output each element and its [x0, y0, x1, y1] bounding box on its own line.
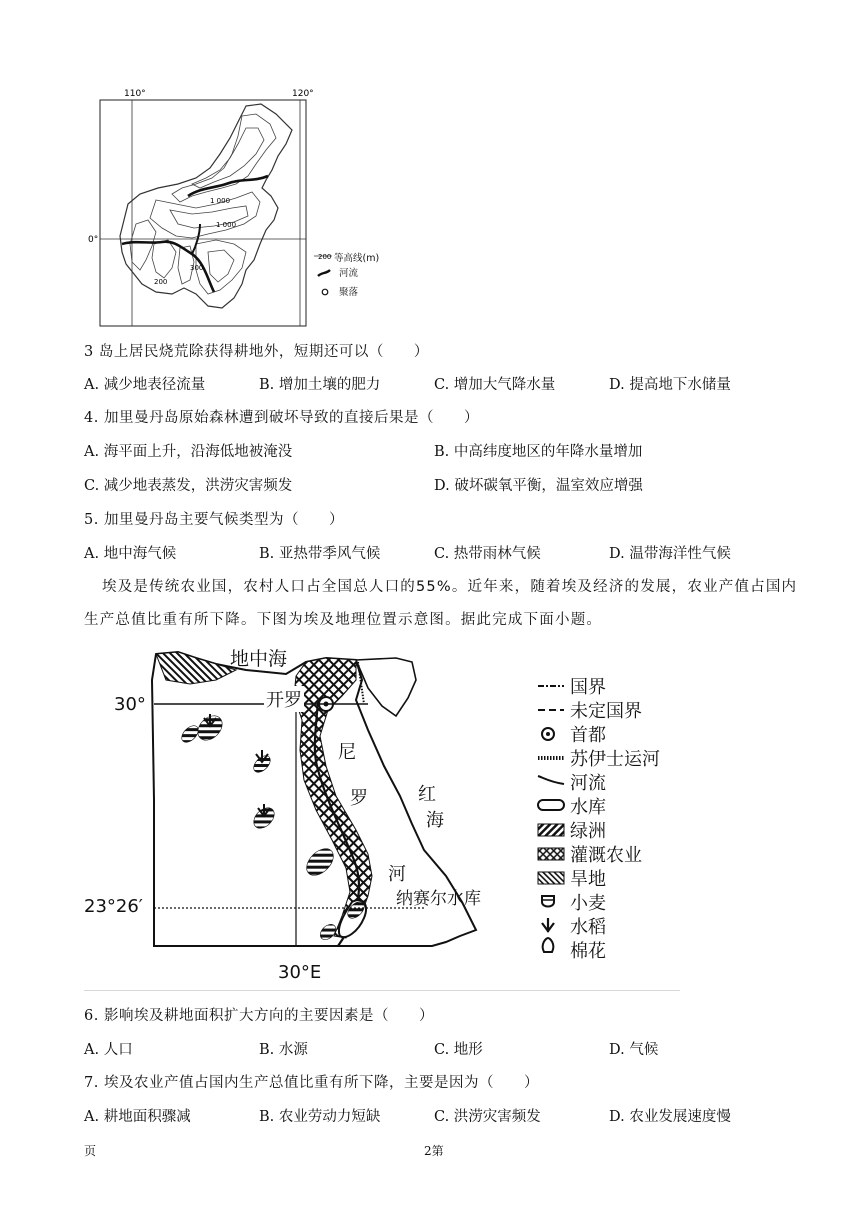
legend-label: 首都: [570, 725, 606, 746]
footer-left: 页: [84, 1144, 97, 1158]
q5-option-b[interactable]: B. 亚热带季风气候: [259, 546, 381, 562]
reservoir-icon: [538, 800, 564, 810]
egypt-legend-labels: [570, 676, 660, 964]
label-mediterranean: 地中海: [230, 648, 288, 670]
q3-option-d[interactable]: D. 提高地下水储量: [609, 377, 731, 393]
legend-contour-label: 等高线(m): [334, 253, 380, 264]
legend-label: 未定国界: [570, 701, 642, 722]
label-nile-3: 河: [388, 864, 406, 885]
label-cairo: 开罗: [264, 686, 304, 712]
label-nasser-reservoir: 纳赛尔水库: [396, 889, 481, 909]
legend-settlement-label: 聚落: [339, 287, 359, 298]
legend-label: 旱地: [570, 869, 606, 890]
q4-option-c[interactable]: C. 减少地表蒸发，洪涝灾害频发: [84, 478, 293, 494]
settlement-icon: [322, 289, 328, 295]
rice-icon: [542, 918, 554, 932]
legend-label: 河流: [570, 773, 606, 794]
label-nile-1: 尼: [338, 742, 356, 763]
question-3-stem: 3 岛上居民烧荒除获得耕地外，短期还可以（ ）: [84, 344, 429, 360]
divider: [84, 990, 680, 991]
passage-line-1: 埃及是传统农业国，农村人口占全国总人口的55%。近年来，随着埃及经济的发展，农业产值占国内: [102, 579, 798, 595]
question-6-stem: 6. 影响埃及耕地面积扩大方向的主要因素是（ ）: [84, 1008, 434, 1024]
question-5-stem: 5. 加里曼丹岛主要气候类型为（ ）: [84, 512, 344, 528]
q6-option-d[interactable]: D. 气候: [609, 1042, 659, 1058]
q5-option-a[interactable]: A. 地中海气候: [84, 546, 177, 562]
q5-option-c[interactable]: C. 热带雨林气候: [434, 546, 541, 562]
question-7-stem: 7. 埃及农业产值占国内生产总值比重有所下降，主要是因为（ ）: [84, 1075, 539, 1091]
q3-option-a[interactable]: A. 减少地表径流量: [84, 377, 206, 393]
q3-option-b[interactable]: B. 增加土壤的肥力: [259, 377, 381, 393]
lat-label-0: 0°: [88, 235, 99, 245]
kalimantan-contour-map: [88, 84, 336, 329]
q7-option-c[interactable]: C. 洪涝灾害频发: [434, 1109, 541, 1125]
legend-label: 棉花: [570, 941, 606, 962]
contour-label: 300: [190, 264, 204, 272]
q6-option-a[interactable]: A. 人口: [84, 1042, 133, 1058]
river-icon: [318, 270, 330, 276]
legend-label: 苏伊士运河: [570, 749, 660, 770]
q7-option-b[interactable]: B. 农业劳动力短缺: [259, 1109, 381, 1125]
q7-option-a[interactable]: A. 耕地面积骤减: [84, 1109, 191, 1125]
legend-label: 国界: [570, 677, 606, 698]
label-red-sea-2: 海: [426, 810, 444, 831]
legend-label: 小麦: [570, 893, 606, 914]
q6-option-b[interactable]: B. 水源: [259, 1042, 308, 1058]
q6-option-c[interactable]: C. 地形: [434, 1042, 483, 1058]
egypt-legend-icons: [536, 674, 570, 964]
map1-legend-icons: [316, 262, 336, 324]
wheat-icon: [542, 896, 554, 907]
q3-option-c[interactable]: C. 增加大气降水量: [434, 377, 556, 393]
cotton-icon: [543, 938, 554, 952]
legend-label: 灌溉农业: [570, 845, 642, 866]
contour-label: 1 000: [216, 221, 237, 229]
label-red-sea-1: 红: [418, 784, 436, 805]
legend-label: 水库: [570, 797, 606, 818]
legend-label: 水稻: [570, 917, 606, 938]
contour-sample-value: 200: [318, 253, 332, 261]
q7-option-d[interactable]: D. 农业发展速度慢: [609, 1109, 731, 1125]
footer-page-number: 2第: [424, 1144, 444, 1158]
river-icon: [538, 776, 564, 784]
question-4-stem: 4. 加里曼丹岛原始森林遭到破坏导致的直接后果是（ ）: [84, 410, 479, 426]
passage-line-2: 生产总值比重有所下降。下图为埃及地理位置示意图。据此完成下面小题。: [84, 612, 603, 628]
contour-label: 200: [154, 278, 168, 286]
lon-label-110: 110°: [124, 89, 146, 99]
label-lat-30: 30°: [114, 694, 146, 715]
dryland-icon: [538, 872, 564, 884]
dryland-area: [156, 652, 236, 684]
label-lon-30e: 30°E: [278, 962, 322, 983]
label-tropic: 23°26′: [84, 896, 143, 917]
oasis-icon: [538, 824, 564, 836]
legend-label: 绿洲: [570, 821, 606, 842]
q4-option-d[interactable]: D. 破坏碳氧平衡，温室效应增强: [434, 478, 643, 494]
lon-label-120: 120°: [292, 89, 314, 99]
contour-label: 1 000: [210, 197, 231, 205]
q4-option-b[interactable]: B. 中高纬度地区的年降水量增加: [434, 444, 643, 460]
label-nile-2: 罗: [350, 788, 368, 809]
sinai-peninsula: [356, 658, 416, 716]
legend-river-label: 河流: [339, 268, 359, 279]
q5-option-d[interactable]: D. 温带海洋性气候: [609, 546, 731, 562]
irrigated-agriculture-icon: [538, 848, 564, 860]
q4-option-a[interactable]: A. 海平面上升，沿海低地被淹没: [84, 444, 293, 460]
